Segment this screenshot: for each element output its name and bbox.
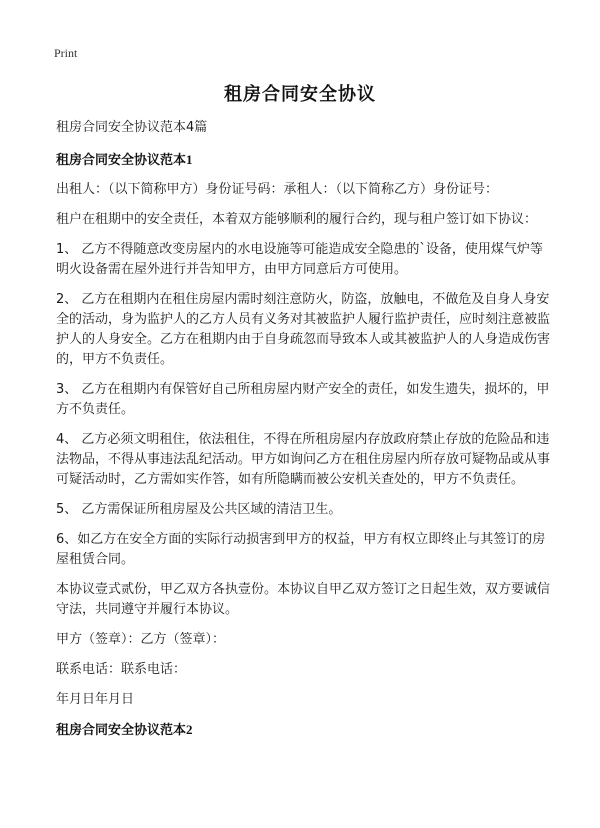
paragraph-parties: 出租人：（以下简称甲方）身份证号码：承租人：（以下简称乙方）身份证号：: [56, 182, 499, 197]
clause-1: 1、 乙方不得随意改变房屋内的水电设施等可能造成安全隐患的`设备，使用煤气炉等明火设备需在屋外进行并告知甲方，由甲方同意后方可使用。: [56, 242, 543, 277]
clause-6: 6、如乙方在安全方面的实际行动损害到甲方的权益，甲方有权立即终止与其签订的房屋租赁合同。: [56, 532, 546, 567]
document-body: [56, 118, 552, 750]
clause-3: 3、 乙方在租期内有保管好自己所租房屋内财产安全的责任，如发生遗失，损坏的，甲方不负责任。: [56, 382, 550, 417]
clause-4: 4、 乙方必须文明租住，依法租住，不得在所租房屋内存放政府禁止存放的危险品和违法物品，不得从事违法乱纪活动。甲方如询问乙方在租住房屋内所存放可疑物品或从事可疑活动时，乙方需如实作答，如有所隐瞒而被公安机关查处的，甲方不负责任。: [56, 432, 551, 487]
paragraph-copies: 本协议壹式贰份，甲乙双方各执壹份。本协议自甲乙双方签订之日起生效，双方要诚信守法，共同遵守并履行本协议。: [56, 582, 551, 617]
document-subtitle: 租房合同安全协议范本4篇: [56, 120, 208, 135]
signature-line: 甲方（签章）：乙方（签章）：: [56, 632, 226, 647]
contact-phone-line: 联系电话：联系电话：: [56, 662, 187, 677]
print-link[interactable]: Print: [54, 46, 78, 60]
paragraph-intro: 租户在租期中的安全责任，本着双方能够顺利的履行合约，现与租户签订如下协议：: [56, 212, 538, 227]
section-heading-2: 租房合同安全协议范本2: [56, 722, 193, 737]
document-title: 租房合同安全协议: [224, 84, 376, 105]
section-heading-1: 租房合同安全协议范本1: [56, 152, 193, 167]
date-line: 年月日年月日: [56, 692, 135, 707]
clause-5: 5、 乙方需保证所租房屋及公共区域的清洁卫生。: [56, 502, 342, 517]
clause-2: 2、 乙方在租期内在租住房屋内需时刻注意防火，防盗，放触电，不做危及自身人身安全的活动，身为监护人的乙方人员有义务对其被监护人履行监护责任，应时刻注意被监护人的人身安全。乙方在租期内由于自身疏忽而导致本人或其被监护人的人身造成伤害的，甲方不负责任。: [56, 292, 551, 367]
